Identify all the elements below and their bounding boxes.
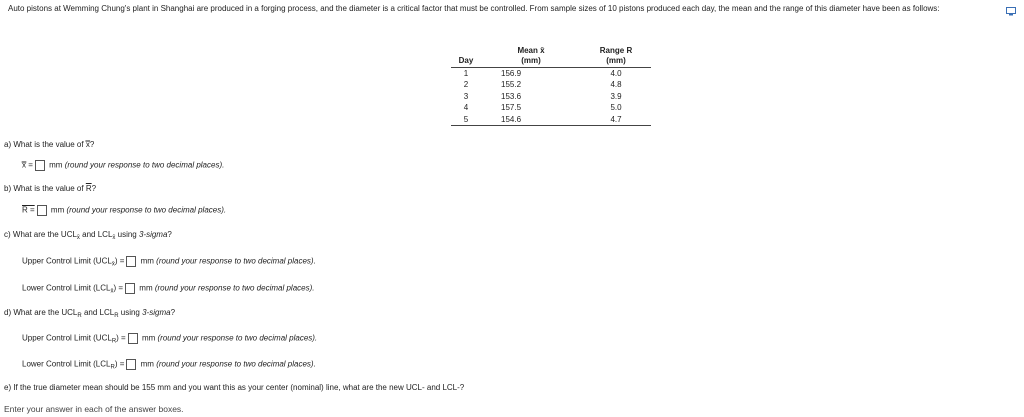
ucl-r-input[interactable]	[128, 333, 138, 344]
question-b-end: ?	[91, 184, 97, 193]
question-d-mid: and LCL	[81, 308, 115, 317]
answer-c-upper-label-end: ) =	[114, 256, 125, 266]
rbar-symbol: $\overline{R}$	[85, 184, 92, 193]
question-d-em: 3-sigma	[142, 308, 171, 317]
question-a	[4, 140, 94, 149]
question-a-text: a) What is the value of	[4, 140, 86, 149]
cell-mean: 156.9	[501, 68, 522, 78]
question-e: e) If the true diameter mean should be 155 mm and you want this as your center (nominal) line, what are the new UCL- and LCL-?	[4, 383, 465, 392]
cell-range: 5.0	[610, 103, 622, 112]
table-row	[451, 114, 651, 126]
answer-d-upper-unit: mm	[141, 333, 156, 343]
table-row	[451, 102, 651, 114]
answer-c-lower-row	[22, 283, 314, 295]
answer-c-lower-label-end: ) =	[113, 283, 124, 293]
question-d-sub1: R	[77, 313, 82, 319]
data-table	[451, 39, 651, 126]
answer-d-lower-unit: mm	[140, 359, 154, 369]
answer-c-upper-unit: mm	[140, 256, 154, 266]
answer-c-lower-unit: mm	[139, 283, 153, 293]
cell-mean: 155.2	[501, 80, 522, 89]
question-c: c) What are the $UCL_{x̄}$ and $LCL_{x̄}$ using 3-sigma?	[4, 230, 172, 241]
answer-c-lower-label: Lower Control Limit (LCL	[22, 283, 111, 293]
cell-mean: 157.5	[501, 103, 522, 112]
answer-b-row	[22, 205, 226, 216]
answer-d-upper-hint: (round your response to two decimal places).	[157, 333, 318, 343]
xbarbar-symbol: x̿	[85, 140, 90, 149]
cell-range: 4.8	[610, 80, 622, 89]
question-d-post: using	[118, 308, 143, 317]
answer-b-hint: (round your response to two decimal places).	[66, 205, 227, 215]
answer-b-input[interactable]	[37, 205, 47, 216]
table-row	[451, 79, 651, 91]
question-c-post: using	[115, 230, 139, 239]
answer-d-lower-label: Lower Control Limit (LCL	[22, 359, 111, 369]
question-d: d) What are the $UCL_R$ and $LCL_R$ using 3-sigma?	[4, 308, 176, 319]
header-day: Day	[451, 39, 481, 67]
ucl-xbar-input[interactable]	[126, 256, 136, 267]
answer-c-upper-sub: x̄	[111, 261, 115, 268]
answer-c-upper-hint: (round your response to two decimal places).	[156, 256, 316, 266]
cell-day: 1	[463, 68, 469, 78]
table-row	[451, 91, 651, 103]
answer-d-upper-row	[22, 333, 317, 345]
header-mean-line2: (mm)	[521, 55, 541, 65]
cell-range: 4.7	[581, 114, 651, 126]
problem-intro: Auto pistons at Wemming Chung's plant in Shanghai are produced in a forging process, and the diameter is a critical factor that must be controlled. From sample sizes of 10 pistons produced each day, the mean and the range of this diameter have been as follows:	[8, 4, 940, 13]
cell-mean: 154.6	[481, 114, 581, 126]
question-d-sub2: R	[114, 313, 119, 319]
question-c-sub1: x̄	[76, 235, 80, 241]
answer-a-row	[22, 160, 224, 171]
cell-mean: 153.6	[501, 91, 522, 101]
lcl-xbar-input[interactable]	[125, 283, 135, 294]
cell-day: 4	[463, 103, 469, 112]
answer-a-input[interactable]	[35, 160, 45, 171]
answer-d-lower-sub: R	[110, 364, 115, 371]
answer-a-label: x̿ =	[22, 160, 33, 170]
header-range-line1: Range R	[599, 45, 633, 55]
answer-b-label: R =	[22, 205, 35, 215]
cell-day: 5	[451, 114, 481, 126]
answer-a-hint: (round your response to two decimal places).	[64, 160, 225, 170]
answer-c-lower-sub: x̄	[110, 288, 114, 295]
cell-day: 3	[463, 91, 469, 101]
question-c-em: 3-sigma	[138, 230, 168, 239]
answer-a-unit: mm	[49, 160, 63, 170]
answer-d-lower-hint: (round your response to two decimal places).	[156, 359, 316, 369]
answer-c-upper-row	[22, 256, 316, 268]
cell-range: 4.0	[610, 68, 622, 78]
question-d-text: d) What are the UCL	[4, 308, 78, 317]
footer-instruction: Enter your answer in each of the answer boxes.	[4, 404, 184, 414]
question-c-mid: and LCL	[79, 230, 113, 239]
answer-c-upper-label: Upper Control Limit (UCL	[22, 256, 112, 266]
question-c-sub2: x̄	[112, 235, 116, 241]
answer-b-unit: mm	[50, 205, 65, 215]
question-a-end: ?	[89, 140, 95, 149]
answer-d-upper-sub: R	[111, 338, 117, 345]
cell-day: 2	[463, 80, 469, 89]
answer-d-upper-label: Upper Control Limit (UCL	[22, 333, 112, 343]
expand-icon[interactable]	[1006, 7, 1016, 16]
lcl-r-input[interactable]	[126, 359, 136, 370]
question-b	[4, 184, 96, 193]
header-mean	[481, 39, 581, 67]
table-header-row	[451, 39, 651, 67]
header-range	[581, 39, 651, 67]
table-row	[451, 67, 651, 79]
question-c-text: c) What are the UCL	[4, 230, 77, 239]
header-mean-line1: Mean x̄	[517, 45, 545, 55]
cell-range: 3.9	[610, 91, 622, 101]
question-b-text: b) What is the value of	[4, 184, 86, 193]
answer-d-lower-label-end: ) =	[114, 359, 125, 369]
answer-d-lower-row	[22, 359, 316, 371]
header-range-line2: (mm)	[606, 55, 626, 65]
answer-c-lower-hint: (round your response to two decimal places).	[154, 283, 315, 293]
answer-d-upper-label-end: ) =	[116, 333, 126, 343]
